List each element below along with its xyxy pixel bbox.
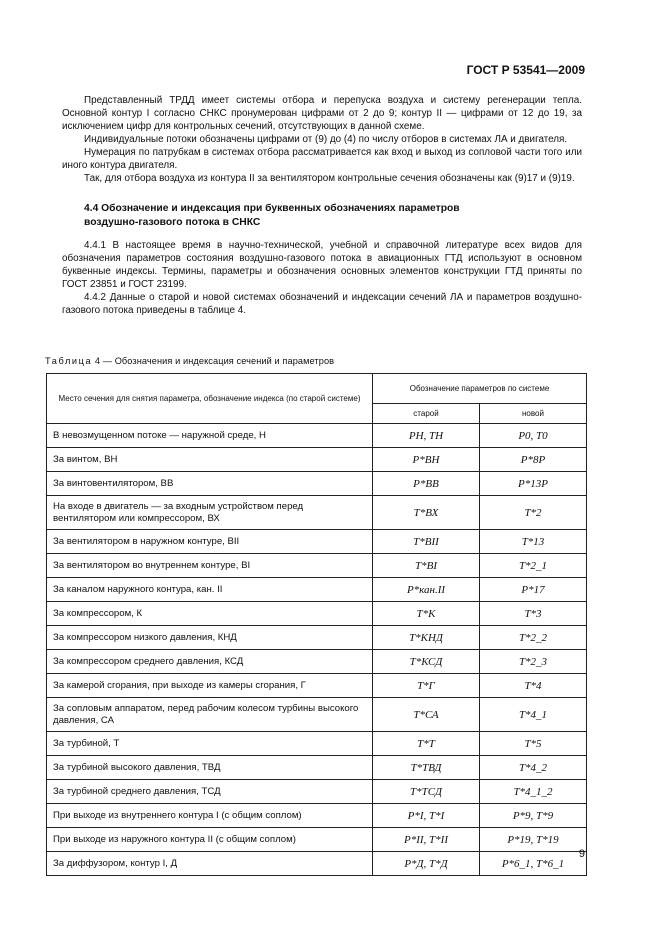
cell-old: P*ВН — [373, 448, 480, 472]
cell-place: При выходе из наружного контура II (с общим соплом) — [47, 828, 373, 852]
table-row — [47, 578, 587, 602]
cell-old: T*КСД — [373, 650, 480, 674]
cell-new: T*5 — [480, 732, 587, 756]
section-heading-line1: 4.4 Обозначение и индексация при буквенных обозначениях параметров — [84, 203, 460, 214]
table-row — [47, 756, 587, 780]
table-row — [47, 626, 587, 650]
table-row — [47, 650, 587, 674]
cell-place: За турбиной среднего давления, ТСД — [47, 780, 373, 804]
paragraph-4-4-2: 4.4.2 Данные о старой и новой системах обозначений и индексации сечений ЛА и параметров воздушно-газового потока приведены в таблице 4. — [62, 292, 582, 316]
cell-place: За турбиной высокого давления, ТВД — [47, 756, 373, 780]
table-caption-text: 4 — Обозначения и индексация сечений и параметров — [92, 356, 335, 366]
cell-new: P*6_1, T*6_1 — [480, 852, 587, 876]
paragraph: Нумерация по патрубкам в системах отбора рассматривается как вход и выход из сопловой части того или иного контура двигателя. — [62, 147, 582, 171]
table-row — [47, 554, 587, 578]
cell-new: P*19, T*19 — [480, 828, 587, 852]
header-place: Место сечения для снятия параметра, обозначение индекса (по старой системе) — [47, 374, 373, 424]
cell-new: T*2_1 — [480, 554, 587, 578]
table-row — [47, 852, 587, 876]
cell-place: За диффузором, контур I, Д — [47, 852, 373, 876]
cell-old: T*ТВД — [373, 756, 480, 780]
cell-place: За турбиной, Т — [47, 732, 373, 756]
designations-table — [46, 373, 587, 876]
section-heading — [62, 202, 582, 230]
table-row — [47, 804, 587, 828]
paragraph-4-4-1: 4.4.1 В настоящее время в научно-технической, учебной и справочной литературе всех видов для обозначения параметров состояния воздушно-газового потока в авиационных ГТД используют в основном буквенные индексы. Термины, параметры и обозначения основных элементов конструкции ГТД приняты по ГОСТ 23851 и ГОСТ 23199. — [62, 240, 582, 290]
cell-place: За камерой сгорания, при выходе из камеры сгорания, Г — [47, 674, 373, 698]
cell-place: За компрессором среднего давления, КСД — [47, 650, 373, 674]
table-row — [47, 496, 587, 530]
cell-old: T*К — [373, 602, 480, 626]
cell-place: При выходе из внутреннего контура I (с общим соплом) — [47, 804, 373, 828]
cell-old: T*ТСД — [373, 780, 480, 804]
cell-old: T*Т — [373, 732, 480, 756]
table-row — [47, 424, 587, 448]
cell-new: P0, T0 — [480, 424, 587, 448]
cell-place: За компрессором низкого давления, КНД — [47, 626, 373, 650]
table-row — [47, 602, 587, 626]
cell-old: P*II, T*II — [373, 828, 480, 852]
paragraph: Индивидуальные потоки обозначены цифрами от (9) до (4) по числу отборов в системах ЛА и двигателя. — [84, 134, 568, 145]
paragraph: Так, для отбора воздуха из контура II за вентилятором контрольные сечения обозначены как (9)17 и (9)19. — [84, 173, 575, 184]
table-row — [47, 780, 587, 804]
cell-new: T*13 — [480, 530, 587, 554]
cell-place: За вентилятором в наружном контуре, ВII — [47, 530, 373, 554]
cell-new: T*2_3 — [480, 650, 587, 674]
cell-place: В невозмущенном потоке — наружной среде, Н — [47, 424, 373, 448]
table-caption-word: Таблица — [45, 356, 93, 366]
header-old: старой — [373, 404, 480, 424]
cell-old: T*ВХ — [373, 496, 480, 530]
cell-new: P*13Р — [480, 472, 587, 496]
cell-new: T*4_2 — [480, 756, 587, 780]
cell-place: За компрессором, К — [47, 602, 373, 626]
cell-old: T*ВI — [373, 554, 480, 578]
cell-new: P*9, T*9 — [480, 804, 587, 828]
table-body — [47, 424, 587, 876]
table-row — [47, 732, 587, 756]
cell-new: T*4_1_2 — [480, 780, 587, 804]
table-row — [47, 674, 587, 698]
cell-place: За винтом, ВН — [47, 448, 373, 472]
table-row — [47, 698, 587, 732]
cell-new: T*3 — [480, 602, 587, 626]
header-new: новой — [480, 404, 587, 424]
table-header-row — [47, 374, 587, 404]
table-row — [47, 530, 587, 554]
header-system-group: Обозначение параметров по системе — [373, 374, 587, 404]
paragraph: Представленный ТРДД имеет системы отбора и перепуска воздуха и систему регенерации тепла. Основной контур I согласно СНКС пронумерован цифрами от 2 до 9; контур II — цифрами от 12 до 19, за исключением цифр для контрольных сечений, отсутствующих в данной схеме. — [62, 95, 582, 132]
cell-old: T*СА — [373, 698, 480, 732]
cell-place: За вентилятором во внутреннем контуре, ВI — [47, 554, 373, 578]
body-text — [62, 94, 582, 317]
cell-new: T*2 — [480, 496, 587, 530]
cell-old: T*ВII — [373, 530, 480, 554]
cell-new: T*2_2 — [480, 626, 587, 650]
cell-place: За винтовентилятором, ВВ — [47, 472, 373, 496]
cell-new: P*17 — [480, 578, 587, 602]
cell-old: PН, TН — [373, 424, 480, 448]
cell-old: P*кан.II — [373, 578, 480, 602]
cell-old: P*ВВ — [373, 472, 480, 496]
cell-old: P*Д, T*Д — [373, 852, 480, 876]
table-row — [47, 448, 587, 472]
cell-place: На входе в двигатель — за входным устройством перед вентилятором или компрессором, ВХ — [47, 496, 373, 530]
cell-old: T*КНД — [373, 626, 480, 650]
cell-old: P*I, T*I — [373, 804, 480, 828]
table-row — [47, 472, 587, 496]
cell-new: P*8Р — [480, 448, 587, 472]
cell-new: T*4_1 — [480, 698, 587, 732]
standard-header: ГОСТ Р 53541—2009 — [466, 63, 585, 77]
table-caption — [45, 356, 334, 366]
cell-new: T*4 — [480, 674, 587, 698]
cell-old: T*Г — [373, 674, 480, 698]
cell-place: За каналом наружного контура, кан. II — [47, 578, 373, 602]
table-row — [47, 828, 587, 852]
section-heading-line2: воздушно-газового потока в СНКС — [84, 217, 261, 228]
page-number: 9 — [578, 848, 585, 860]
cell-place: За сопловым аппаратом, перед рабочим колесом турбины высокого давления, СА — [47, 698, 373, 732]
